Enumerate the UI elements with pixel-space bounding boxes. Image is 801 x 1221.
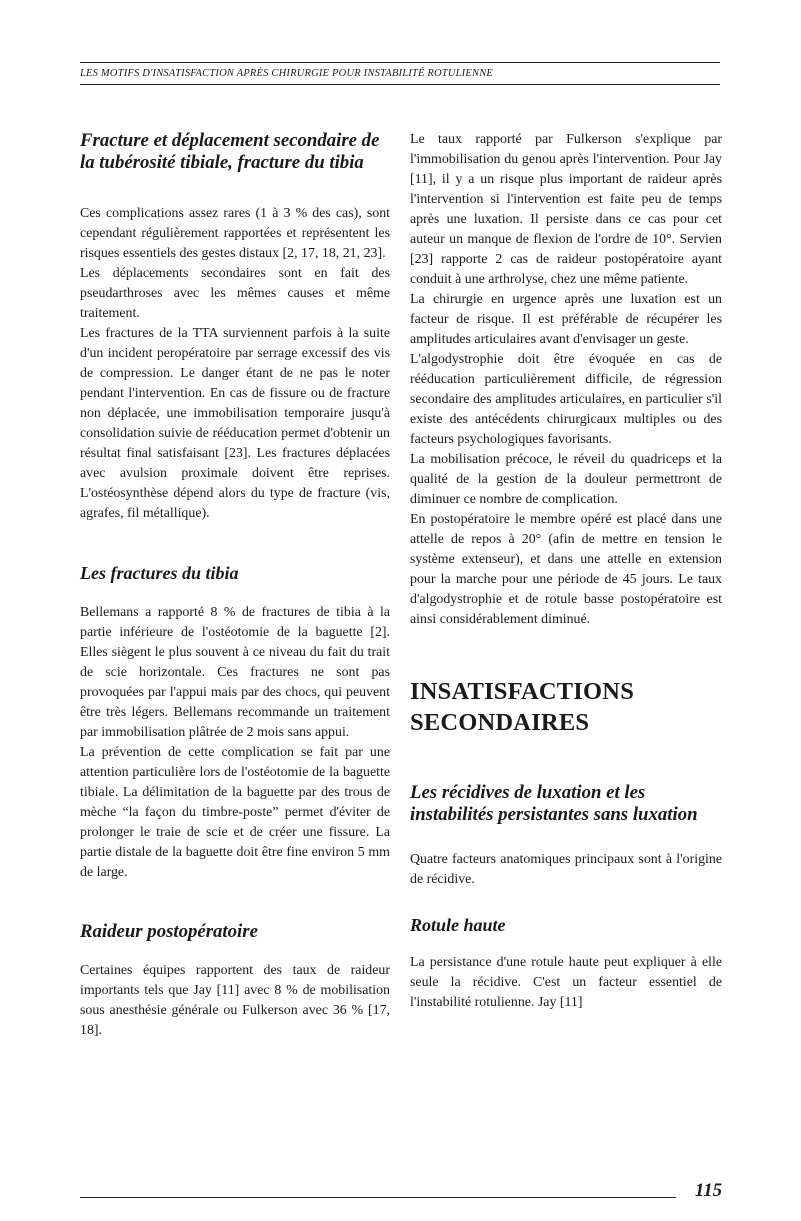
paragraph-chirurgie-urgence: La chirurgie en urgence après une luxation est un facteur de risque. Il est préférable de récupérer les amplitudes articulaires avant d'envisager un geste.	[410, 292, 722, 347]
paragraph-deplacements: Les déplacements secondaires sont en fait des pseudarthroses avec les mêmes causes et même traitement.	[80, 266, 390, 321]
header-rule-bottom	[80, 84, 720, 85]
paragraph-rotule-haute: La persistance d'une rotule haute peut expliquer à elle seule la récidive. C'est un facteur essentiel de l'instabilité rotulienne. Jay [11]	[410, 955, 722, 1010]
heading-rotule-haute: Rotule haute	[410, 915, 506, 935]
paragraph-postoperatoire: En postopératoire le membre opéré est placé dans une attelle de repos à 20° (afin de mettre en tension le système extenseur), et dans une attelle en extension pour la marche pour une période de 45 jours. Le taux d'algodystrophie et de rotule basse postopératoire est ainsi considérablement diminué.	[410, 512, 722, 627]
paragraph-fractures-tta: Les fractures de la TTA surviennent parfois à la suite d'un incident peropératoire par serrage excessif des vis de compression. Le danger étant de ne pas le noter pendant l'intervention. En cas de fissure ou de fracture non déplacée, une immobilisation temporaire jusqu'à consolidation suivie de rééducation permet d'obtenir un résultat final satisfaisant [23]. Les fractures déplacées avec avulsion proximale doivent être reprises. L'ostéosynthèse dépend alors du type de fracture (vis, agrafes, fil métallique).	[80, 326, 390, 521]
paragraph-mobilisation: La mobilisation précoce, le réveil du quadriceps et la qualité de la gestion de la douleur permettront de diminuer ce nombre de complication.	[410, 452, 722, 507]
footer-rule	[80, 1197, 676, 1198]
page-number: 115	[694, 1180, 722, 1201]
header-rule-top	[80, 62, 720, 63]
paragraph-complications: Ces complications assez rares (1 à 3 % des cas), sont cependant régulièrement rapportées et représentent les risques essentiels des gestes distaux [2, 17, 18, 21, 23].	[80, 206, 390, 261]
right-column	[410, 130, 722, 1013]
heading-fractures-tibia: Les fractures du tibia	[80, 563, 239, 583]
paragraph-raideur: Certaines équipes rapportent des taux de raideur importants tels que Jay [11] avec 8 % de mobilisation sous anesthésie générale ou Fulkerson avec 36 % [17, 18].	[80, 963, 390, 1038]
paragraph-bellemans: Bellemans a rapporté 8 % de fractures de tibia à la partie inférieure de l'ostéotomie de la baguette [2]. Elles siègent le plus souvent à ce niveau du fait du trait de scie horizontale. Ces fractures ne sont pas provoquées par l'appui mais par des chocs, qui peuvent être très légers. Bellemans recommande un traitement par immobilisation plâtrée de 2 mois sans appui.	[80, 605, 390, 740]
heading-raideur-postoperatoire: Raideur postopératoire	[80, 921, 258, 942]
heading-insatisfactions-secondaires: INSATISFACTIONS SECONDAIRES	[410, 678, 635, 736]
heading-recidives-luxation: Les récidives de luxation et les instabilités persistantes sans luxation	[410, 782, 698, 825]
heading-fracture-tuberosite: Fracture et déplacement secondaire de la tubérosité tibiale, fracture du tibia	[80, 130, 380, 173]
paragraph-fulkerson: Le taux rapporté par Fulkerson s'explique par l'immobilisation du genou après l'intervention. Pour Jay [11], il y a un risque plus important de raideur après l'intervention si l'intervention est faite peu de temps après une luxation. Il persiste dans ce cas pour cet auteur un manque de flexion de l'ordre de 10°. Servien [23] rapporte 2 cas de raideur postopératoire ayant conduit à une arthrolyse, chez une même patiente.	[410, 132, 722, 287]
paragraph-algodystrophie: L'algodystrophie doit être évoquée en cas de rééducation particulièrement difficile, de régression secondaire des amplitudes articulaires, en particulier s'il existe des antécédents chirurgicaux multiples ou des facteurs psychologiques favorisants.	[410, 352, 722, 447]
paragraph-quatre-facteurs: Quatre facteurs anatomiques principaux sont à l'origine de récidive.	[410, 852, 722, 887]
left-column	[80, 130, 390, 1041]
paragraph-prevention: La prévention de cette complication se fait par une attention particulière lors de l'ostéotomie de la baguette tibiale. La délimitation de la baguette par des trous de mèche “la façon du timbre-poste” permet d'éviter de prolonger le traie de scie et de créer une fissure. La partie distale de la baguette doit être fine environ 5 mm de large.	[80, 745, 390, 880]
running-header: LES MOTIFS D'INSATISFACTION APRÈS CHIRURGIE POUR INSTABILITÉ ROTULIENNE	[80, 68, 494, 79]
